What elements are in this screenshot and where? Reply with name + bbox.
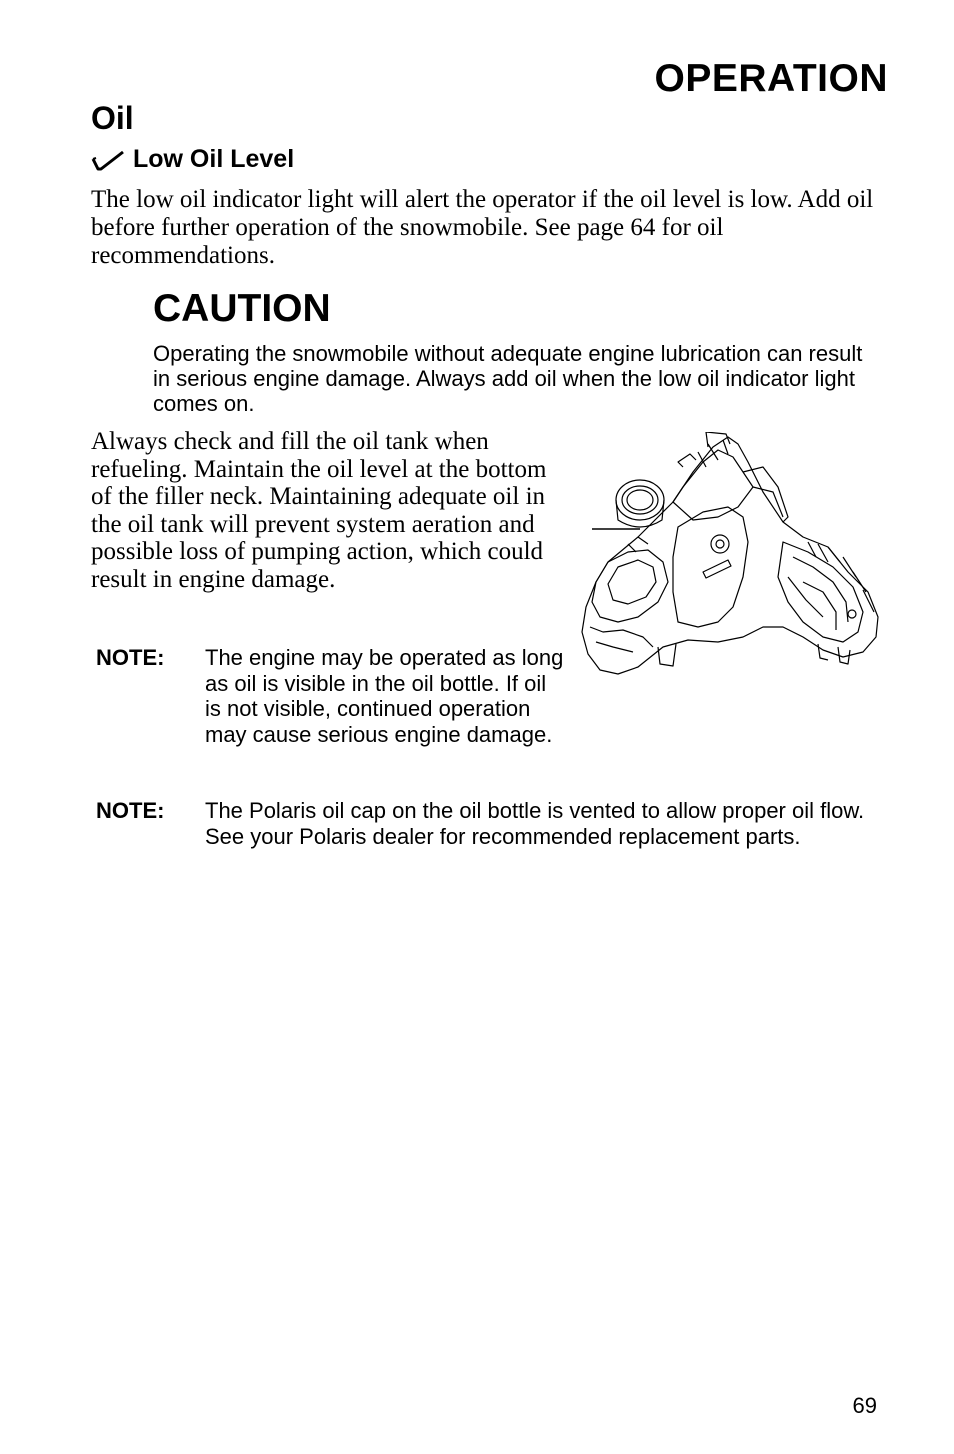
note-label: NOTE: [96, 645, 165, 670]
checkmark-icon [91, 149, 125, 171]
note-text: The engine may be operated as long as oil is visible in the oil bottle. If oil is not visible, continued operation may cause serious engine damage. [205, 645, 564, 747]
oil-tank-illustration [578, 432, 884, 677]
note-text: The Polaris oil cap on the oil bottle is vented to allow proper oil flow. See your Polaris dealer for recommended replacement parts. [205, 798, 865, 849]
check-paragraph: Always check and fill the oil tank when refueling. Maintain the oil level at the bottom of the filler neck. Maintaining adequate oil in the oil tank will prevent system aeration and possible loss of pumping action, which could result in engine damage. [91, 428, 547, 593]
page-heading: Oil [91, 100, 134, 136]
subheading [91, 145, 294, 174]
subheading-label: Low Oil Level [133, 145, 295, 173]
note-label: NOTE: [96, 798, 165, 823]
caution-text: Operating the snowmobile without adequate engine lubrication can result in serious engine damage. Always add oil when the low oil indicator light comes on. [153, 341, 863, 416]
section-title: OPERATION [654, 57, 888, 100]
page-number: 69 [852, 1393, 877, 1418]
intro-paragraph: The low oil indicator light will alert the operator if the oil level is low. Add oil before further operation of the snowmobile. See page 64 for oil recommendations. [91, 186, 874, 269]
caution-title: CAUTION [153, 287, 331, 330]
